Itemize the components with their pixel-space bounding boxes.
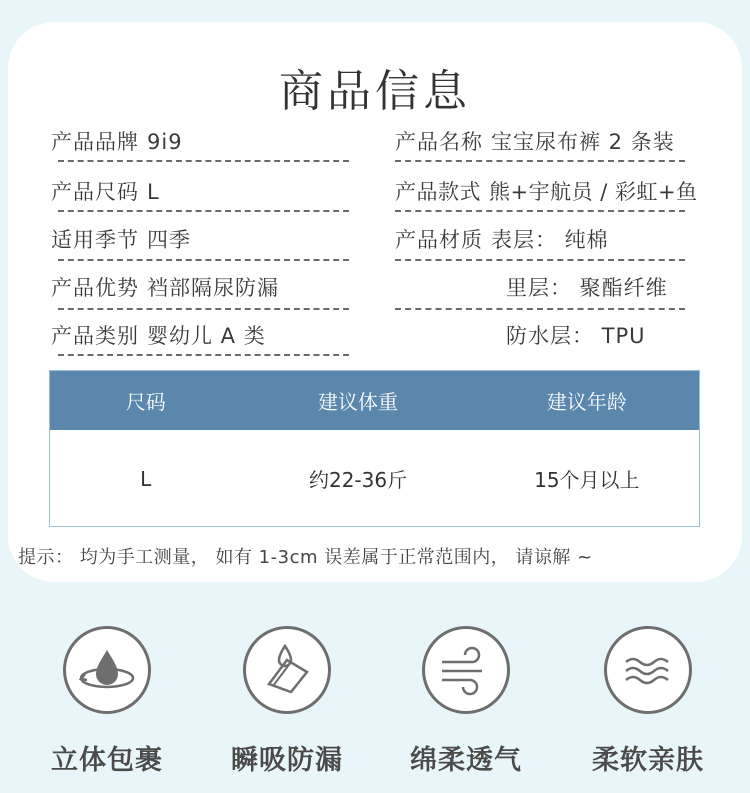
table-header-weight: 建议体重 (318, 390, 399, 414)
divider (395, 259, 685, 261)
spec-label: 产品款式 (395, 180, 481, 204)
spec-value: 表层： 纯棉 (491, 228, 609, 252)
divider (58, 354, 349, 356)
spec-size (51, 176, 160, 206)
spec-material-waterproof (506, 320, 646, 350)
feature-absorb (212, 626, 362, 777)
feature-soft (573, 626, 723, 777)
divider (58, 259, 349, 261)
divider (395, 210, 685, 212)
spec-label: 产品尺码 (51, 180, 139, 204)
spec-value: 防水层： TPU (506, 324, 646, 348)
table-header-size: 尺码 (125, 390, 166, 414)
divider (395, 160, 685, 162)
spec-value: L (147, 180, 160, 204)
spec-value: 9i9 (147, 130, 183, 154)
feature-label: 绵柔透气 (410, 745, 522, 776)
spec-brand (51, 126, 183, 156)
spec-label: 产品名称 (395, 130, 483, 154)
feature-wrap (32, 626, 182, 777)
spec-label: 产品类别 (51, 324, 139, 348)
table-header-row (50, 371, 699, 430)
divider (58, 160, 349, 162)
spec-value: 熊+宇航员 / 彩虹+鱼 (489, 180, 698, 204)
spec-style (395, 176, 698, 206)
spec-value: 四季 (147, 228, 191, 252)
divider (58, 308, 349, 310)
spec-name (395, 126, 675, 156)
measurement-note: 提示： 均为手工测量， 如有 1-3cm 误差属于正常范围内， 请谅解 ~ (18, 547, 593, 568)
table-cell-age: 15个月以上 (534, 468, 640, 492)
spec-value: 裆部隔尿防漏 (147, 276, 279, 300)
table-cell-size: L (140, 466, 152, 491)
size-table (49, 370, 700, 527)
breeze-icon (422, 626, 510, 714)
absorb-pad-icon (243, 626, 331, 714)
divider (395, 308, 685, 310)
table-cell-weight: 约22-36斤 (308, 468, 408, 492)
spec-category (51, 320, 266, 350)
wave-icon (604, 626, 692, 714)
spec-label: 产品优势 (51, 276, 139, 300)
spec-season (51, 224, 191, 254)
page-title: 商品信息 (279, 66, 471, 117)
spec-label: 产品材质 (395, 228, 483, 252)
table-row (50, 430, 699, 527)
water-drop-icon (63, 626, 151, 714)
spec-material-inner (506, 272, 668, 302)
spec-value: 里层： 聚酯纤维 (506, 276, 668, 300)
feature-label: 立体包裹 (51, 745, 163, 776)
spec-value: 宝宝尿布裤 2 条装 (491, 130, 675, 154)
spec-advantage (51, 272, 279, 302)
feature-breathable (391, 626, 541, 777)
feature-label: 瞬吸防漏 (231, 745, 343, 776)
spec-material (395, 224, 609, 254)
spec-value: 婴幼儿 A 类 (147, 324, 266, 348)
spec-label: 产品品牌 (51, 130, 139, 154)
feature-label: 柔软亲肤 (592, 745, 704, 776)
table-header-age: 建议年龄 (546, 390, 627, 414)
divider (58, 210, 349, 212)
spec-label: 适用季节 (51, 228, 139, 252)
